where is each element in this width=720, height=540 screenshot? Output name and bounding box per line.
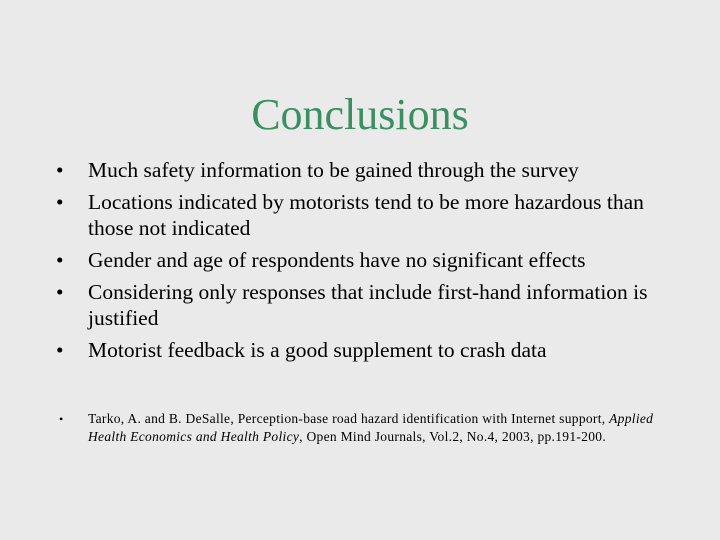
- bullet-icon: •: [56, 190, 64, 214]
- reference-journal: Applied Health Economics and Health Policy: [88, 411, 654, 444]
- bullet-item: [56, 189, 676, 241]
- bullet-item: [56, 337, 676, 363]
- bullet-text: Considering only responses that include first-hand information is justified: [88, 280, 648, 330]
- bullet-list: [56, 157, 676, 369]
- bullet-text: Motorist feedback is a good supplement to crash data: [88, 338, 547, 362]
- slide-title: Conclusions: [251, 90, 469, 139]
- reference-citation: [56, 410, 678, 446]
- reference-details: , Open Mind Journals, Vol.2, No.4, 2003, pp.191-200.: [299, 429, 607, 444]
- bullet-item: [56, 247, 676, 273]
- bullet-item: [56, 279, 676, 331]
- bullet-icon: •: [56, 158, 64, 182]
- bullet-text: Much safety information to be gained through the survey: [88, 158, 579, 182]
- bullet-text: Locations indicated by motorists tend to be more hazardous than those not indicated: [88, 190, 644, 240]
- bullet-icon: •: [56, 338, 64, 362]
- reference-authors: Tarko, A. and B. DeSalle, Perception-base road hazard identification with Internet support,: [88, 411, 610, 426]
- bullet-icon: •: [56, 248, 64, 272]
- bullet-text: Gender and age of respondents have no significant effects: [88, 248, 586, 272]
- bullet-icon: •: [59, 412, 64, 426]
- bullet-item: [56, 157, 676, 183]
- bullet-icon: •: [56, 280, 64, 304]
